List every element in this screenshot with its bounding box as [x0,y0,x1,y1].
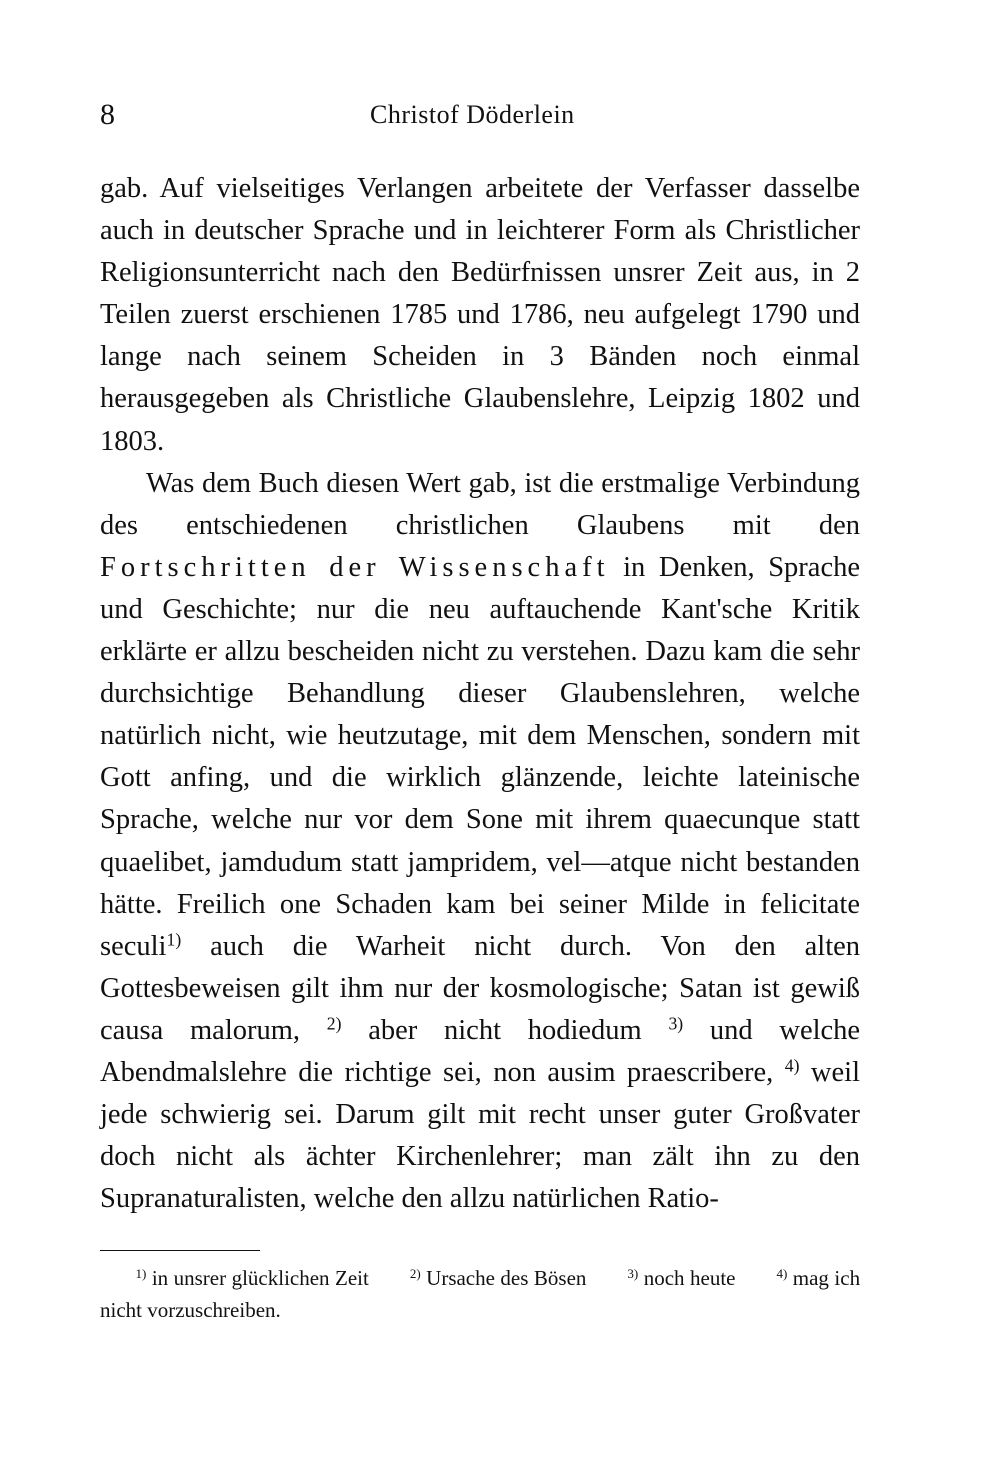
paragraph-2 [100,463,860,1221]
footnote-4-text: mag ich nicht vorzuschreiben. [100,1266,861,1322]
paragraph-2-part-e: und welche Abendmalslehre die richtige sei, non ausim praescribere, [100,1014,861,1088]
page-header [100,98,860,142]
footnote-marker-1[interactable]: 1) [166,928,182,949]
footnote-3-marker: 3) [627,1265,639,1281]
footnote-2-text: Ursache des Bösen [426,1266,587,1290]
footnote-3 [627,1266,735,1290]
paragraph-2-part-c: auch die Warheit nicht durch. Von den alten Gottesbeweisen gilt ihm nur der kosmologische; Satan ist gewiß causa malorum, [100,930,861,1046]
footnote-divider [100,1250,260,1251]
emphasized-phrase: Fortschritten der Wissenschaft [100,551,610,583]
paragraph-2-part-a: Was dem Buch diesen Wert gab, ist die erstmalige Verbindung des entschiedenen christlichen Glaubens mit den [100,467,860,541]
footnote-marker-2[interactable]: 2) [326,1013,342,1034]
footnote-1-text: in unsrer glücklichen Zeit [151,1266,369,1290]
paragraph-2-part-b: in Denken, Sprache und Geschichte; nur die neu auftauchende Kant'sche Kritik erklärte er allzu bescheiden nicht zu verstehen. Dazu kam die sehr durchsichtige Behandlung dieser Glaubenslehren, welche natürlich nicht, wie heutzutage, mit dem Menschen, sondern mit Gott anfing, und die wirklich glänzende, leichte lateinische Sprache, welche nur vor dem Sone mit ihrem quaecunque statt quaelibet, jamdudum statt jampridem, vel—atque nicht bestanden hätte. Freilich one Schaden kam bei seiner Milde in felicitate seculi [100,551,860,962]
footnotes [100,1262,860,1326]
running-head: Christof Döderlein [370,100,575,129]
paragraph-1: gab. Auf vielseitiges Verlangen arbeitete der Verfasser dasselbe auch in deutscher Sprache und in leichterer Form als Christlicher Religionsunterricht nach den Bedürfnissen unsrer Zeit aus, in 2 Teilen zuerst erschienen 1785 und 1786, neu aufgelegt 1790 und lange nach seinem Scheiden in 3 Bänden noch einmal herausgegeben als Christliche Glaubenslehre, Leipzig 1802 und 1803. [100,173,860,457]
footnote-marker-4[interactable]: 4) [784,1055,800,1076]
footnote-4-marker: 4) [776,1265,788,1281]
footnote-marker-3[interactable]: 3) [668,1013,684,1034]
footnote-1 [135,1266,368,1290]
footnote-3-text: noch heute [643,1266,736,1290]
footnote-2-marker: 2) [409,1265,421,1281]
footnote-1-marker: 1) [135,1265,147,1281]
paragraph-2-part-f: weil jede schwierig sei. Darum gilt mit recht unser guter Großvater doch nicht als ächter Kirchenlehrer; man zält ihn zu den Supranaturalisten, welche den allzu natürlichen Ratio- [100,1056,860,1215]
page-number: 8 [100,98,115,131]
body-text [100,168,860,1220]
footnote-2 [410,1266,587,1290]
paragraph-2-part-d: aber nicht hodiedum [368,1014,642,1046]
